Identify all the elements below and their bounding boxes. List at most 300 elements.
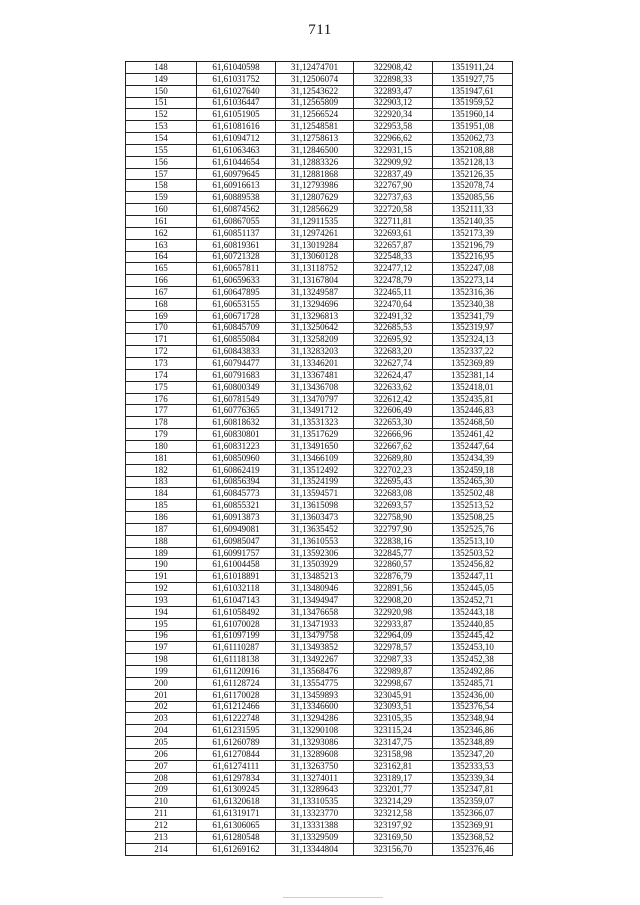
point-number-cell: 214 bbox=[126, 843, 197, 855]
longitude-cell: 31,13294696 bbox=[276, 298, 354, 310]
longitude-cell: 31,13554775 bbox=[276, 677, 354, 689]
x-coordinate-cell: 322666,96 bbox=[354, 429, 433, 441]
latitude-cell: 61,60985047 bbox=[197, 535, 276, 547]
point-number-cell: 191 bbox=[126, 571, 197, 583]
latitude-cell: 61,60862419 bbox=[197, 464, 276, 476]
point-number-cell: 150 bbox=[126, 85, 197, 97]
y-coordinate-cell: 1352108,88 bbox=[433, 144, 513, 156]
longitude-cell: 31,12548581 bbox=[276, 121, 354, 133]
point-number-cell: 184 bbox=[126, 488, 197, 500]
y-coordinate-cell: 1351959,52 bbox=[433, 97, 513, 109]
latitude-cell: 61,61306065 bbox=[197, 820, 276, 832]
point-number-cell: 154 bbox=[126, 133, 197, 145]
longitude-cell: 31,13118752 bbox=[276, 263, 354, 275]
point-number-cell: 195 bbox=[126, 618, 197, 630]
table-row bbox=[126, 144, 513, 156]
y-coordinate-cell: 1352381,14 bbox=[433, 369, 513, 381]
y-coordinate-cell: 1352346,86 bbox=[433, 725, 513, 737]
point-number-cell: 152 bbox=[126, 109, 197, 121]
x-coordinate-cell: 322953,58 bbox=[354, 121, 433, 133]
longitude-cell: 31,12566524 bbox=[276, 109, 354, 121]
longitude-cell: 31,12565809 bbox=[276, 97, 354, 109]
longitude-cell: 31,13531323 bbox=[276, 417, 354, 429]
longitude-cell: 31,13289643 bbox=[276, 784, 354, 796]
table-row bbox=[126, 500, 513, 512]
x-coordinate-cell: 322657,87 bbox=[354, 239, 433, 251]
latitude-cell: 61,60874562 bbox=[197, 204, 276, 216]
point-number-cell: 159 bbox=[126, 192, 197, 204]
latitude-cell: 61,60818632 bbox=[197, 417, 276, 429]
latitude-cell: 61,61058492 bbox=[197, 606, 276, 618]
y-coordinate-cell: 1352513,52 bbox=[433, 500, 513, 512]
table-row bbox=[126, 772, 513, 784]
x-coordinate-cell: 322612,42 bbox=[354, 393, 433, 405]
y-coordinate-cell: 1352447,11 bbox=[433, 571, 513, 583]
y-coordinate-cell: 1352341,79 bbox=[433, 310, 513, 322]
table-row bbox=[126, 713, 513, 725]
point-number-cell: 206 bbox=[126, 748, 197, 760]
table-row bbox=[126, 358, 513, 370]
x-coordinate-cell: 322653,30 bbox=[354, 417, 433, 429]
point-number-cell: 160 bbox=[126, 204, 197, 216]
point-number-cell: 172 bbox=[126, 346, 197, 358]
y-coordinate-cell: 1352434,39 bbox=[433, 452, 513, 464]
y-coordinate-cell: 1352348,89 bbox=[433, 737, 513, 749]
table-row bbox=[126, 417, 513, 429]
y-coordinate-cell: 1351927,75 bbox=[433, 73, 513, 85]
x-coordinate-cell: 322931,15 bbox=[354, 144, 433, 156]
point-number-cell: 178 bbox=[126, 417, 197, 429]
point-number-cell: 201 bbox=[126, 689, 197, 701]
x-coordinate-cell: 322477,12 bbox=[354, 263, 433, 275]
y-coordinate-cell: 1352085,56 bbox=[433, 192, 513, 204]
table-row bbox=[126, 843, 513, 855]
point-number-cell: 200 bbox=[126, 677, 197, 689]
table-row bbox=[126, 725, 513, 737]
longitude-cell: 31,13294286 bbox=[276, 713, 354, 725]
x-coordinate-cell: 322737,63 bbox=[354, 192, 433, 204]
longitude-cell: 31,12474701 bbox=[276, 62, 354, 74]
longitude-cell: 31,12543622 bbox=[276, 85, 354, 97]
longitude-cell: 31,12911535 bbox=[276, 215, 354, 227]
latitude-cell: 61,60819361 bbox=[197, 239, 276, 251]
latitude-cell: 61,60800349 bbox=[197, 381, 276, 393]
longitude-cell: 31,13274011 bbox=[276, 772, 354, 784]
latitude-cell: 61,61070028 bbox=[197, 618, 276, 630]
table-row bbox=[126, 488, 513, 500]
point-number-cell: 205 bbox=[126, 737, 197, 749]
x-coordinate-cell: 322998,67 bbox=[354, 677, 433, 689]
point-number-cell: 166 bbox=[126, 275, 197, 287]
table-row bbox=[126, 121, 513, 133]
y-coordinate-cell: 1352443,18 bbox=[433, 606, 513, 618]
x-coordinate-cell: 323214,29 bbox=[354, 796, 433, 808]
x-coordinate-cell: 322838,16 bbox=[354, 535, 433, 547]
table-row bbox=[126, 227, 513, 239]
x-coordinate-cell: 322702,23 bbox=[354, 464, 433, 476]
latitude-cell: 61,61094712 bbox=[197, 133, 276, 145]
y-coordinate-cell: 1352339,34 bbox=[433, 772, 513, 784]
point-number-cell: 157 bbox=[126, 168, 197, 180]
table-row bbox=[126, 133, 513, 145]
table-row bbox=[126, 275, 513, 287]
latitude-cell: 61,61032118 bbox=[197, 583, 276, 595]
x-coordinate-cell: 322606,49 bbox=[354, 405, 433, 417]
longitude-cell: 31,13310535 bbox=[276, 796, 354, 808]
table-row bbox=[126, 808, 513, 820]
x-coordinate-cell: 323158,98 bbox=[354, 748, 433, 760]
latitude-cell: 61,60647895 bbox=[197, 287, 276, 299]
y-coordinate-cell: 1351911,24 bbox=[433, 62, 513, 74]
y-coordinate-cell: 1352316,36 bbox=[433, 287, 513, 299]
table-row bbox=[126, 322, 513, 334]
y-coordinate-cell: 1352348,94 bbox=[433, 713, 513, 725]
y-coordinate-cell: 1351947,61 bbox=[433, 85, 513, 97]
point-number-cell: 211 bbox=[126, 808, 197, 820]
latitude-cell: 61,60776365 bbox=[197, 405, 276, 417]
x-coordinate-cell: 323045,91 bbox=[354, 689, 433, 701]
table-row bbox=[126, 156, 513, 168]
table-row bbox=[126, 642, 513, 654]
point-number-cell: 203 bbox=[126, 713, 197, 725]
point-number-cell: 168 bbox=[126, 298, 197, 310]
latitude-cell: 61,61120916 bbox=[197, 666, 276, 678]
x-coordinate-cell: 322470,64 bbox=[354, 298, 433, 310]
longitude-cell: 31,12846500 bbox=[276, 144, 354, 156]
table-row bbox=[126, 760, 513, 772]
y-coordinate-cell: 1352446,83 bbox=[433, 405, 513, 417]
latitude-cell: 61,60867055 bbox=[197, 215, 276, 227]
longitude-cell: 31,13346600 bbox=[276, 701, 354, 713]
longitude-cell: 31,13480946 bbox=[276, 583, 354, 595]
x-coordinate-cell: 322683,20 bbox=[354, 346, 433, 358]
x-coordinate-cell: 323105,35 bbox=[354, 713, 433, 725]
y-coordinate-cell: 1352459,18 bbox=[433, 464, 513, 476]
longitude-cell: 31,13479758 bbox=[276, 630, 354, 642]
y-coordinate-cell: 1352247,08 bbox=[433, 263, 513, 275]
latitude-cell: 61,61040598 bbox=[197, 62, 276, 74]
table-row bbox=[126, 630, 513, 642]
table-row bbox=[126, 73, 513, 85]
table-row bbox=[126, 594, 513, 606]
point-number-cell: 161 bbox=[126, 215, 197, 227]
x-coordinate-cell: 322920,98 bbox=[354, 606, 433, 618]
x-coordinate-cell: 322693,57 bbox=[354, 500, 433, 512]
x-coordinate-cell: 322893,47 bbox=[354, 85, 433, 97]
latitude-cell: 61,60855321 bbox=[197, 500, 276, 512]
x-coordinate-cell: 322695,43 bbox=[354, 476, 433, 488]
x-coordinate-cell: 322903,12 bbox=[354, 97, 433, 109]
y-coordinate-cell: 1352078,74 bbox=[433, 180, 513, 192]
y-coordinate-cell: 1352445,05 bbox=[433, 583, 513, 595]
latitude-cell: 61,60831223 bbox=[197, 441, 276, 453]
y-coordinate-cell: 1352453,10 bbox=[433, 642, 513, 654]
x-coordinate-cell: 322491,32 bbox=[354, 310, 433, 322]
point-number-cell: 155 bbox=[126, 144, 197, 156]
point-number-cell: 208 bbox=[126, 772, 197, 784]
table-row bbox=[126, 215, 513, 227]
latitude-cell: 61,60851137 bbox=[197, 227, 276, 239]
longitude-cell: 31,13503929 bbox=[276, 559, 354, 571]
x-coordinate-cell: 322837,49 bbox=[354, 168, 433, 180]
x-coordinate-cell: 323197,92 bbox=[354, 820, 433, 832]
table-row bbox=[126, 429, 513, 441]
latitude-cell: 61,61110287 bbox=[197, 642, 276, 654]
y-coordinate-cell: 1352369,89 bbox=[433, 358, 513, 370]
latitude-cell: 61,60856394 bbox=[197, 476, 276, 488]
y-coordinate-cell: 1352140,35 bbox=[433, 215, 513, 227]
table-row bbox=[126, 583, 513, 595]
table-row bbox=[126, 654, 513, 666]
latitude-cell: 61,61018891 bbox=[197, 571, 276, 583]
y-coordinate-cell: 1352369,91 bbox=[433, 820, 513, 832]
table-row bbox=[126, 369, 513, 381]
point-number-cell: 163 bbox=[126, 239, 197, 251]
y-coordinate-cell: 1351951,08 bbox=[433, 121, 513, 133]
table-row bbox=[126, 523, 513, 535]
table-row bbox=[126, 109, 513, 121]
point-number-cell: 167 bbox=[126, 287, 197, 299]
table-row bbox=[126, 405, 513, 417]
y-coordinate-cell: 1352173,39 bbox=[433, 227, 513, 239]
longitude-cell: 31,12856629 bbox=[276, 204, 354, 216]
latitude-cell: 61,61231595 bbox=[197, 725, 276, 737]
y-coordinate-cell: 1352456,82 bbox=[433, 559, 513, 571]
longitude-cell: 31,13568476 bbox=[276, 666, 354, 678]
point-number-cell: 182 bbox=[126, 464, 197, 476]
latitude-cell: 61,60845773 bbox=[197, 488, 276, 500]
table-row bbox=[126, 512, 513, 524]
table-row bbox=[126, 204, 513, 216]
x-coordinate-cell: 322898,33 bbox=[354, 73, 433, 85]
point-number-cell: 175 bbox=[126, 381, 197, 393]
point-number-cell: 197 bbox=[126, 642, 197, 654]
y-coordinate-cell: 1352273,14 bbox=[433, 275, 513, 287]
latitude-cell: 61,60949081 bbox=[197, 523, 276, 535]
table-row bbox=[126, 820, 513, 832]
longitude-cell: 31,13436708 bbox=[276, 381, 354, 393]
table-row bbox=[126, 441, 513, 453]
longitude-cell: 31,13060128 bbox=[276, 251, 354, 263]
longitude-cell: 31,13471933 bbox=[276, 618, 354, 630]
latitude-cell: 61,61051905 bbox=[197, 109, 276, 121]
point-number-cell: 189 bbox=[126, 547, 197, 559]
x-coordinate-cell: 322683,08 bbox=[354, 488, 433, 500]
x-coordinate-cell: 323169,50 bbox=[354, 831, 433, 843]
x-coordinate-cell: 322845,77 bbox=[354, 547, 433, 559]
latitude-cell: 61,60794477 bbox=[197, 358, 276, 370]
table-row bbox=[126, 689, 513, 701]
x-coordinate-cell: 322689,80 bbox=[354, 452, 433, 464]
point-number-cell: 192 bbox=[126, 583, 197, 595]
point-number-cell: 153 bbox=[126, 121, 197, 133]
y-coordinate-cell: 1352111,33 bbox=[433, 204, 513, 216]
point-number-cell: 149 bbox=[126, 73, 197, 85]
page-number: 711 bbox=[308, 22, 332, 38]
table-row bbox=[126, 393, 513, 405]
x-coordinate-cell: 322860,57 bbox=[354, 559, 433, 571]
longitude-cell: 31,13459893 bbox=[276, 689, 354, 701]
longitude-cell: 31,13293086 bbox=[276, 737, 354, 749]
longitude-cell: 31,13019284 bbox=[276, 239, 354, 251]
longitude-cell: 31,13263750 bbox=[276, 760, 354, 772]
latitude-cell: 61,60916613 bbox=[197, 180, 276, 192]
y-coordinate-cell: 1352376,46 bbox=[433, 843, 513, 855]
y-coordinate-cell: 1352368,52 bbox=[433, 831, 513, 843]
y-coordinate-cell: 1352447,64 bbox=[433, 441, 513, 453]
longitude-cell: 31,13491650 bbox=[276, 441, 354, 453]
table-row bbox=[126, 310, 513, 322]
latitude-cell: 61,60653155 bbox=[197, 298, 276, 310]
x-coordinate-cell: 322667,62 bbox=[354, 441, 433, 453]
longitude-cell: 31,13476658 bbox=[276, 606, 354, 618]
x-coordinate-cell: 323162,81 bbox=[354, 760, 433, 772]
longitude-cell: 31,13615098 bbox=[276, 500, 354, 512]
longitude-cell: 31,13603473 bbox=[276, 512, 354, 524]
y-coordinate-cell: 1352319,97 bbox=[433, 322, 513, 334]
latitude-cell: 61,61260789 bbox=[197, 737, 276, 749]
latitude-cell: 61,61320618 bbox=[197, 796, 276, 808]
table-row bbox=[126, 831, 513, 843]
table-row bbox=[126, 701, 513, 713]
longitude-cell: 31,13290108 bbox=[276, 725, 354, 737]
latitude-cell: 61,61097199 bbox=[197, 630, 276, 642]
point-number-cell: 213 bbox=[126, 831, 197, 843]
longitude-cell: 31,13635452 bbox=[276, 523, 354, 535]
latitude-cell: 61,60913873 bbox=[197, 512, 276, 524]
longitude-cell: 31,12881868 bbox=[276, 168, 354, 180]
x-coordinate-cell: 322711,81 bbox=[354, 215, 433, 227]
latitude-cell: 61,61274111 bbox=[197, 760, 276, 772]
point-number-cell: 193 bbox=[126, 594, 197, 606]
y-coordinate-cell: 1352465,30 bbox=[433, 476, 513, 488]
table-row bbox=[126, 535, 513, 547]
table-row bbox=[126, 571, 513, 583]
latitude-cell: 61,61297834 bbox=[197, 772, 276, 784]
y-coordinate-cell: 1351960,14 bbox=[433, 109, 513, 121]
latitude-cell: 61,61081616 bbox=[197, 121, 276, 133]
longitude-cell: 31,13250642 bbox=[276, 322, 354, 334]
y-coordinate-cell: 1352324,13 bbox=[433, 334, 513, 346]
longitude-cell: 31,13323770 bbox=[276, 808, 354, 820]
table-row bbox=[126, 606, 513, 618]
y-coordinate-cell: 1352216,95 bbox=[433, 251, 513, 263]
table-row bbox=[126, 263, 513, 275]
longitude-cell: 31,13485213 bbox=[276, 571, 354, 583]
y-coordinate-cell: 1352359,07 bbox=[433, 796, 513, 808]
point-number-cell: 198 bbox=[126, 654, 197, 666]
point-number-cell: 151 bbox=[126, 97, 197, 109]
coordinates-table bbox=[125, 61, 513, 856]
y-coordinate-cell: 1352440,85 bbox=[433, 618, 513, 630]
x-coordinate-cell: 322624,47 bbox=[354, 369, 433, 381]
point-number-cell: 188 bbox=[126, 535, 197, 547]
longitude-cell: 31,12758613 bbox=[276, 133, 354, 145]
y-coordinate-cell: 1352445,42 bbox=[433, 630, 513, 642]
longitude-cell: 31,13296813 bbox=[276, 310, 354, 322]
table-row bbox=[126, 677, 513, 689]
longitude-cell: 31,13167804 bbox=[276, 275, 354, 287]
latitude-cell: 61,61222748 bbox=[197, 713, 276, 725]
table-row bbox=[126, 666, 513, 678]
longitude-cell: 31,12974261 bbox=[276, 227, 354, 239]
x-coordinate-cell: 322685,53 bbox=[354, 322, 433, 334]
x-coordinate-cell: 322876,79 bbox=[354, 571, 433, 583]
x-coordinate-cell: 322908,20 bbox=[354, 594, 433, 606]
table-row bbox=[126, 180, 513, 192]
point-number-cell: 181 bbox=[126, 452, 197, 464]
y-coordinate-cell: 1352502,48 bbox=[433, 488, 513, 500]
x-coordinate-cell: 322966,62 bbox=[354, 133, 433, 145]
latitude-cell: 61,60830801 bbox=[197, 429, 276, 441]
latitude-cell: 61,61280548 bbox=[197, 831, 276, 843]
point-number-cell: 164 bbox=[126, 251, 197, 263]
point-number-cell: 209 bbox=[126, 784, 197, 796]
longitude-cell: 31,13493852 bbox=[276, 642, 354, 654]
coordinates-table-body bbox=[126, 62, 513, 856]
latitude-cell: 61,60855084 bbox=[197, 334, 276, 346]
point-number-cell: 156 bbox=[126, 156, 197, 168]
point-number-cell: 165 bbox=[126, 263, 197, 275]
latitude-cell: 61,61118138 bbox=[197, 654, 276, 666]
x-coordinate-cell: 322891,56 bbox=[354, 583, 433, 595]
longitude-cell: 31,13470797 bbox=[276, 393, 354, 405]
longitude-cell: 31,12506074 bbox=[276, 73, 354, 85]
y-coordinate-cell: 1352436,00 bbox=[433, 689, 513, 701]
point-number-cell: 186 bbox=[126, 512, 197, 524]
x-coordinate-cell: 322964,09 bbox=[354, 630, 433, 642]
table-row bbox=[126, 547, 513, 559]
table-row bbox=[126, 168, 513, 180]
longitude-cell: 31,13491712 bbox=[276, 405, 354, 417]
table-row bbox=[126, 748, 513, 760]
latitude-cell: 61,61128724 bbox=[197, 677, 276, 689]
table-row bbox=[126, 251, 513, 263]
latitude-cell: 61,60657811 bbox=[197, 263, 276, 275]
x-coordinate-cell: 322478,79 bbox=[354, 275, 433, 287]
latitude-cell: 61,61270844 bbox=[197, 748, 276, 760]
point-number-cell: 185 bbox=[126, 500, 197, 512]
longitude-cell: 31,13258209 bbox=[276, 334, 354, 346]
longitude-cell: 31,13344804 bbox=[276, 843, 354, 855]
longitude-cell: 31,13524199 bbox=[276, 476, 354, 488]
y-coordinate-cell: 1352347,81 bbox=[433, 784, 513, 796]
longitude-cell: 31,12807629 bbox=[276, 192, 354, 204]
x-coordinate-cell: 323156,70 bbox=[354, 843, 433, 855]
x-coordinate-cell: 322627,74 bbox=[354, 358, 433, 370]
point-number-cell: 174 bbox=[126, 369, 197, 381]
table-row bbox=[126, 737, 513, 749]
latitude-cell: 61,61004458 bbox=[197, 559, 276, 571]
x-coordinate-cell: 322920,34 bbox=[354, 109, 433, 121]
table-row bbox=[126, 239, 513, 251]
x-coordinate-cell: 322758,90 bbox=[354, 512, 433, 524]
y-coordinate-cell: 1352513,10 bbox=[433, 535, 513, 547]
y-coordinate-cell: 1352126,35 bbox=[433, 168, 513, 180]
y-coordinate-cell: 1352347,20 bbox=[433, 748, 513, 760]
y-coordinate-cell: 1352525,76 bbox=[433, 523, 513, 535]
x-coordinate-cell: 323115,24 bbox=[354, 725, 433, 737]
longitude-cell: 31,12793986 bbox=[276, 180, 354, 192]
latitude-cell: 61,61170028 bbox=[197, 689, 276, 701]
y-coordinate-cell: 1352128,13 bbox=[433, 156, 513, 168]
point-number-cell: 194 bbox=[126, 606, 197, 618]
y-coordinate-cell: 1352468,50 bbox=[433, 417, 513, 429]
y-coordinate-cell: 1352485,71 bbox=[433, 677, 513, 689]
point-number-cell: 204 bbox=[126, 725, 197, 737]
point-number-cell: 173 bbox=[126, 358, 197, 370]
table-row bbox=[126, 618, 513, 630]
